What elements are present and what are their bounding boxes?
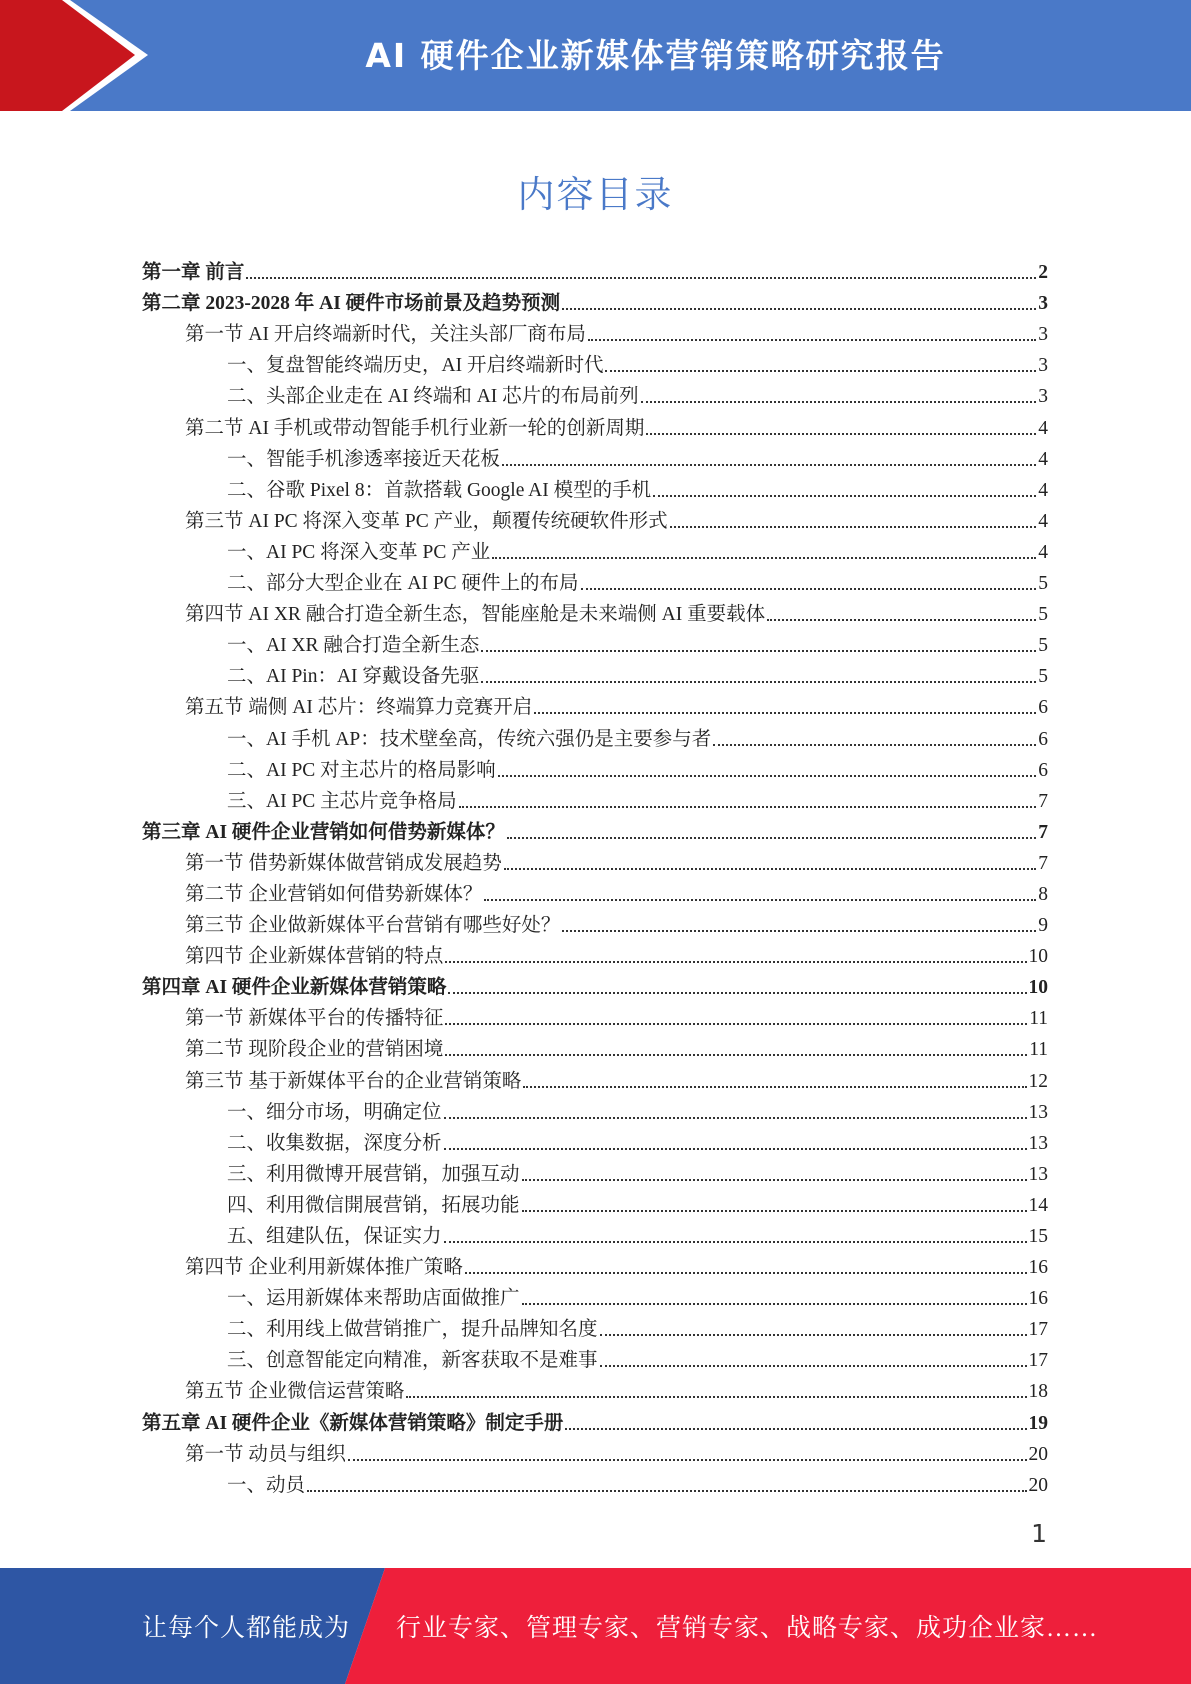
toc-entry-label: 第一章 前言 xyxy=(142,262,245,284)
toc-entry-section[interactable] xyxy=(142,689,1048,720)
toc-dot-leader xyxy=(406,1396,1026,1398)
toc-entry-label: 二、利用线上做营销推广，提升品牌知名度 xyxy=(227,1319,598,1341)
toc-entry-label: 三、AI PC 主芯片竞争格局 xyxy=(227,790,457,812)
toc-entry-label: 第二节 现阶段企业的营销困境 xyxy=(185,1039,444,1061)
toc-entry-page: 5 xyxy=(1038,666,1048,688)
toc-entry-page: 13 xyxy=(1028,1101,1048,1123)
toc-dot-leader xyxy=(445,961,1026,963)
toc-entry-item[interactable] xyxy=(142,658,1048,689)
toc-dot-leader xyxy=(459,806,1037,808)
toc-dot-leader xyxy=(600,1334,1027,1336)
toc-entry-page: 7 xyxy=(1038,790,1048,812)
toc-dot-leader xyxy=(641,401,1037,403)
header-banner xyxy=(0,0,1191,111)
toc-entry-page: 5 xyxy=(1038,635,1048,657)
toc-entry-chapter[interactable] xyxy=(142,254,1048,285)
toc-dot-leader xyxy=(348,1459,1027,1461)
toc-entry-item[interactable] xyxy=(142,1218,1048,1249)
toc-entry-section[interactable] xyxy=(142,876,1048,907)
toc-dot-leader xyxy=(670,526,1037,528)
toc-entry-item[interactable] xyxy=(142,720,1048,751)
toc-entry-item[interactable] xyxy=(142,752,1048,783)
toc-dot-leader xyxy=(246,277,1036,279)
toc-entry-label: 五、组建队伍，保证实力 xyxy=(227,1226,442,1247)
toc-entry-page: 4 xyxy=(1038,479,1048,501)
toc-entry-page: 10 xyxy=(1028,946,1048,968)
toc-entry-label: 一、细分市场，明确定位 xyxy=(227,1101,442,1123)
toc-entry-page: 6 xyxy=(1038,697,1048,719)
toc-dot-leader xyxy=(444,1117,1027,1119)
toc-entry-chapter[interactable] xyxy=(142,969,1048,1000)
toc-entry-label: 二、AI PC 对主芯片的格局影响 xyxy=(227,759,496,781)
toc-entry-label: 二、收集数据，深度分析 xyxy=(227,1132,442,1154)
toc-entry-section[interactable] xyxy=(142,1436,1048,1467)
toc-dot-leader xyxy=(522,1210,1027,1212)
toc-dot-leader xyxy=(492,557,1036,559)
toc-dot-leader xyxy=(653,495,1036,497)
toc-entry-item[interactable] xyxy=(142,1094,1048,1125)
toc-entry-label: 第四节 AI XR 融合打造全新生态，智能座舱是未来端侧 AI 重要载体 xyxy=(185,604,766,626)
toc-dot-leader xyxy=(605,370,1036,372)
toc-entry-item[interactable] xyxy=(142,347,1048,378)
toc-entry-page: 11 xyxy=(1029,1008,1048,1030)
page-number: 1 xyxy=(1031,1519,1047,1548)
toc-dot-leader xyxy=(713,744,1036,746)
toc-entry-page: 17 xyxy=(1028,1350,1048,1372)
toc-dot-leader xyxy=(484,899,1036,901)
toc-entry-label: 第四章 AI 硬件企业新媒体营销策略 xyxy=(142,977,447,999)
toc-dot-leader xyxy=(444,1241,1027,1243)
toc-entry-label: 三、创意智能定向精准，新客获取不是难事 xyxy=(227,1350,598,1372)
toc-entry-section[interactable] xyxy=(142,409,1048,440)
toc-entry-label: 第三节 AI PC 将深入变革 PC 产业，颠覆传统硬软件形式 xyxy=(185,510,668,532)
toc-dot-leader xyxy=(502,464,1036,466)
toc-entry-page: 3 xyxy=(1038,355,1048,377)
toc-dot-leader xyxy=(507,837,1036,839)
table-of-contents xyxy=(142,254,1048,1498)
toc-entry-page: 2 xyxy=(1038,262,1048,284)
toc-entry-page: 18 xyxy=(1028,1381,1048,1403)
toc-entry-label: 一、AI 手机 AP：技术壁垒高，传统六强仍是主要参与者 xyxy=(227,728,712,750)
toc-entry-page: 6 xyxy=(1038,759,1048,781)
toc-dot-leader xyxy=(448,992,1026,994)
toc-dot-leader xyxy=(445,1054,1027,1056)
toc-dot-leader xyxy=(565,1428,1026,1430)
toc-entry-item[interactable] xyxy=(142,378,1048,409)
toc-entry-chapter[interactable] xyxy=(142,1404,1048,1435)
toc-dot-leader xyxy=(481,650,1036,652)
toc-entry-label: 第五节 端侧 AI 芯片：终端算力竞赛开启 xyxy=(185,697,533,719)
toc-dot-leader xyxy=(522,1303,1027,1305)
toc-entry-item[interactable] xyxy=(142,441,1048,472)
footer-slogan-right: 行业专家、管理专家、营销专家、战略专家、成功企业家…… xyxy=(396,1615,1099,1642)
toc-dot-leader xyxy=(534,712,1036,714)
toc-entry-page: 19 xyxy=(1028,1412,1048,1434)
toc-dot-leader xyxy=(481,681,1036,683)
toc-dot-leader xyxy=(498,775,1037,777)
toc-entry-page: 5 xyxy=(1038,573,1048,595)
page-title: 内容目录 xyxy=(517,173,674,216)
toc-entry-page: 11 xyxy=(1029,1039,1048,1061)
toc-entry-page: 4 xyxy=(1038,417,1048,439)
toc-entry-item[interactable] xyxy=(142,565,1048,596)
toc-dot-leader xyxy=(307,1490,1026,1492)
toc-entry-label: 四、利用微信開展营销，拓展功能 xyxy=(227,1194,520,1216)
toc-entry-page: 20 xyxy=(1028,1474,1048,1496)
toc-dot-leader xyxy=(523,1086,1026,1088)
toc-entry-chapter[interactable] xyxy=(142,285,1048,316)
toc-entry-item[interactable] xyxy=(142,1342,1048,1373)
toc-entry-label: 第一节 新媒体平台的传播特征 xyxy=(185,1008,444,1030)
toc-entry-label: 一、运用新媒体来帮助店面做推广 xyxy=(227,1288,520,1310)
toc-entry-label: 第五章 AI 硬件企业《新媒体营销策略》制定手册 xyxy=(142,1412,564,1434)
toc-entry-page: 13 xyxy=(1028,1132,1048,1154)
toc-entry-page: 20 xyxy=(1028,1443,1048,1465)
toc-entry-label: 第四节 企业新媒体营销的特点 xyxy=(185,946,444,968)
toc-dot-leader xyxy=(465,1272,1027,1274)
toc-dot-leader xyxy=(504,868,1036,870)
toc-entry-label: 一、智能手机渗透率接近天花板 xyxy=(227,448,501,470)
toc-entry-item[interactable] xyxy=(142,1280,1048,1311)
toc-entry-label: 第一节 AI 开启终端新时代，关注头部厂商布局 xyxy=(185,324,586,346)
toc-entry-page: 13 xyxy=(1028,1163,1048,1185)
toc-entry-label: 二、谷歌 Pixel 8：首款搭载 Google AI 模型的手机 xyxy=(227,479,652,501)
toc-entry-page: 7 xyxy=(1038,852,1048,874)
toc-entry-page: 3 xyxy=(1038,386,1048,408)
toc-entry-section[interactable] xyxy=(142,1000,1048,1031)
toc-entry-label: 第三章 AI 硬件企业营销如何借势新媒体？ xyxy=(142,821,505,843)
toc-entry-page: 9 xyxy=(1038,915,1048,937)
toc-dot-leader xyxy=(445,1023,1027,1025)
toc-entry-page: 16 xyxy=(1028,1257,1048,1279)
toc-entry-item[interactable] xyxy=(142,1467,1048,1498)
toc-entry-page: 4 xyxy=(1038,510,1048,532)
toc-entry-page: 3 xyxy=(1038,293,1048,315)
toc-entry-label: 第五节 企业微信运营策略 xyxy=(185,1381,405,1403)
toc-entry-page: 16 xyxy=(1028,1288,1048,1310)
toc-entry-label: 二、头部企业走在 AI 终端和 AI 芯片的布局前列 xyxy=(227,386,639,408)
toc-dot-leader xyxy=(600,1365,1027,1367)
toc-dot-leader xyxy=(767,619,1036,621)
toc-entry-label: 二、部分大型企业在 AI PC 硬件上的布局 xyxy=(227,573,579,595)
toc-entry-label: 一、AI XR 融合打造全新生态 xyxy=(227,635,480,657)
toc-dot-leader xyxy=(562,930,1036,932)
toc-entry-item[interactable] xyxy=(142,1156,1048,1187)
toc-entry-label: 第三节 基于新媒体平台的企业营销策略 xyxy=(185,1070,522,1092)
toc-entry-page: 8 xyxy=(1038,883,1048,905)
toc-entry-section[interactable] xyxy=(142,503,1048,534)
toc-entry-label: 第二章 2023-2028 年 AI 硬件市场前景及趋势预测 xyxy=(142,293,561,315)
toc-entry-chapter[interactable] xyxy=(142,814,1048,845)
toc-dot-leader xyxy=(646,433,1036,435)
toc-entry-section[interactable] xyxy=(142,596,1048,627)
toc-dot-leader xyxy=(562,308,1036,310)
toc-entry-item[interactable] xyxy=(142,1311,1048,1342)
toc-entry-item[interactable] xyxy=(142,1187,1048,1218)
toc-entry-section[interactable] xyxy=(142,316,1048,347)
report-title: AI 硬件企业新媒体营销策略研究报告 xyxy=(365,35,946,75)
toc-entry-page: 5 xyxy=(1038,604,1048,626)
toc-entry-label: 一、动员 xyxy=(227,1474,306,1496)
toc-entry-section[interactable] xyxy=(142,938,1048,969)
toc-entry-label: 第二节 AI 手机或带动智能手机行业新一轮的创新周期 xyxy=(185,417,645,439)
toc-entry-page: 6 xyxy=(1038,728,1048,750)
toc-entry-label: 一、AI PC 将深入变革 PC 产业 xyxy=(227,541,491,563)
toc-entry-label: 一、复盘智能终端历史，AI 开启终端新时代 xyxy=(227,355,604,377)
toc-entry-page: 10 xyxy=(1028,977,1048,999)
toc-entry-label: 第二节 企业营销如何借势新媒体？ xyxy=(185,883,483,905)
toc-entry-section[interactable] xyxy=(142,845,1048,876)
toc-dot-leader xyxy=(522,1179,1027,1181)
footer-banner xyxy=(0,1568,1191,1684)
footer-slogan-left: 让每个人都能成为 xyxy=(142,1615,351,1642)
toc-dot-leader xyxy=(581,588,1037,590)
toc-entry-page: 15 xyxy=(1028,1226,1048,1247)
toc-entry-page: 4 xyxy=(1038,541,1048,563)
toc-entry-page: 7 xyxy=(1038,821,1048,843)
toc-entry-label: 二、AI Pin：AI 穿戴设备先驱 xyxy=(227,666,480,688)
toc-entry-label: 第一节 动员与组织 xyxy=(185,1443,346,1465)
toc-entry-section[interactable] xyxy=(142,1249,1048,1280)
toc-dot-leader xyxy=(444,1148,1027,1150)
toc-entry-label: 第一节 借势新媒体做营销成发展趋势 xyxy=(185,852,502,874)
toc-entry-item[interactable] xyxy=(142,783,1048,814)
toc-entry-section[interactable] xyxy=(142,1373,1048,1404)
toc-entry-section[interactable] xyxy=(142,1062,1048,1093)
toc-entry-label: 第四节 企业利用新媒体推广策略 xyxy=(185,1257,463,1279)
toc-entry-item[interactable] xyxy=(142,534,1048,565)
toc-entry-section[interactable] xyxy=(142,907,1048,938)
toc-entry-label: 第三节 企业做新媒体平台营销有哪些好处？ xyxy=(185,915,561,937)
toc-entry-item[interactable] xyxy=(142,627,1048,658)
toc-entry-page: 4 xyxy=(1038,448,1048,470)
toc-entry-item[interactable] xyxy=(142,472,1048,503)
toc-entry-page: 3 xyxy=(1038,324,1048,346)
toc-entry-section[interactable] xyxy=(142,1031,1048,1062)
toc-entry-label: 三、利用微博开展营销，加强互动 xyxy=(227,1163,520,1185)
toc-dot-leader xyxy=(588,339,1036,341)
toc-entry-page: 14 xyxy=(1028,1194,1048,1216)
toc-entry-page: 12 xyxy=(1028,1070,1048,1092)
toc-entry-page: 17 xyxy=(1028,1319,1048,1341)
toc-entry-item[interactable] xyxy=(142,1125,1048,1156)
